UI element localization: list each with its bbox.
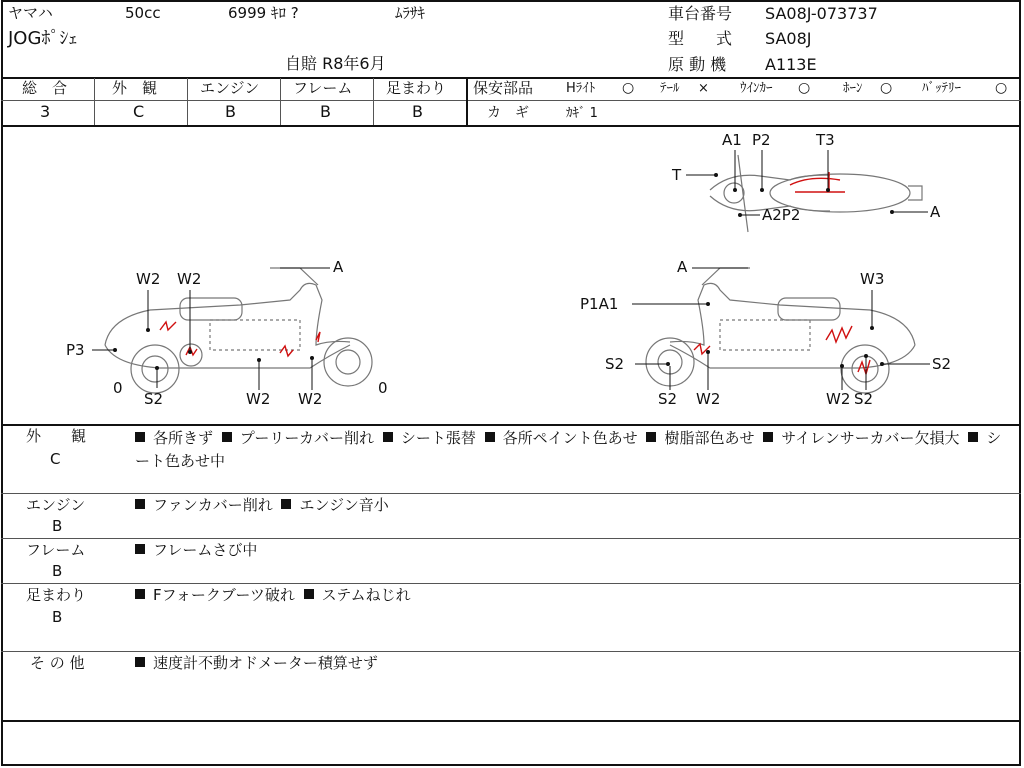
grade-engine: B bbox=[225, 102, 236, 121]
remark-grade-frame: B bbox=[52, 562, 63, 580]
type-label: 型 式 bbox=[668, 29, 733, 48]
remark-label-suspension: 足まわり bbox=[26, 586, 87, 604]
grade-header-total: 総 合 bbox=[22, 79, 68, 97]
remark-grade-suspension: B bbox=[52, 608, 63, 626]
remark-item: シート張替 bbox=[400, 429, 476, 447]
remark-grade-engine: B bbox=[52, 517, 63, 535]
safety-horn-mark: ○ bbox=[880, 80, 893, 96]
remark-items-other bbox=[135, 652, 1015, 675]
label-w2: W2 bbox=[246, 390, 271, 408]
color: ﾑﾗｻｷ bbox=[395, 4, 426, 22]
grade-suspension: B bbox=[412, 102, 423, 121]
remark-item: ステムねじれ bbox=[321, 586, 411, 604]
remark-item: フレームさび中 bbox=[153, 541, 258, 559]
grade-header-suspension: 足まわり bbox=[386, 79, 447, 97]
remark-item: シート色あせ中 bbox=[135, 429, 1002, 470]
safety-battery: ﾊﾞｯﾃﾘｰ bbox=[922, 81, 961, 96]
remark-item: 各所ペイント色あせ bbox=[502, 429, 638, 447]
remark-items-frame bbox=[135, 539, 1015, 562]
key-value: ｶｷﾞ 1 bbox=[566, 106, 598, 121]
label-0: 0 bbox=[378, 379, 388, 397]
remark-items-engine bbox=[135, 494, 1015, 517]
remark-grade-exterior: C bbox=[50, 450, 61, 468]
label-a2p2: A2P2 bbox=[762, 206, 801, 224]
model-name: JOGﾎﾟｼｪ bbox=[8, 28, 78, 49]
label-s2: S2 bbox=[854, 390, 874, 408]
grade-header-frame: フレーム bbox=[293, 79, 353, 97]
label-t: T bbox=[672, 166, 682, 184]
engine-label: 原 動 機 bbox=[668, 55, 727, 74]
safety-headlight: Hﾗｲﾄ bbox=[566, 81, 596, 96]
safety-horn: ﾎｰﾝ bbox=[843, 81, 863, 96]
divider bbox=[1, 720, 1021, 722]
label-s2: S2 bbox=[658, 390, 678, 408]
safety-label: 保安部品 bbox=[473, 79, 534, 97]
grade-header-engine: エンジン bbox=[200, 79, 260, 97]
safety-winker-mark: ○ bbox=[798, 80, 811, 96]
maker: ヤマハ bbox=[8, 4, 53, 22]
label-a1: A1 bbox=[722, 131, 742, 149]
remark-items-exterior bbox=[135, 427, 1015, 473]
engine-value: A113E bbox=[765, 55, 817, 74]
damage-marks bbox=[160, 172, 870, 374]
grade-exterior: C bbox=[133, 102, 145, 121]
insurance: 自賠 R8年6月 bbox=[285, 54, 386, 73]
remark-label-other: そ の 他 bbox=[30, 654, 85, 672]
frame-no-label: 車台番号 bbox=[668, 4, 733, 23]
label-a: A bbox=[677, 258, 688, 276]
mileage: 6999 ｷﾛ ? bbox=[228, 4, 299, 22]
displacement: 50cc bbox=[125, 4, 161, 22]
remark-item: 樹脂部色あせ bbox=[664, 429, 755, 447]
label-p2: P2 bbox=[752, 131, 771, 149]
divider bbox=[1, 424, 1021, 426]
label-w2: W2 bbox=[298, 390, 323, 408]
leader-lines bbox=[92, 150, 930, 390]
remark-item: 速度計不動オドメーター積算せず bbox=[153, 654, 378, 672]
leader-dots bbox=[113, 173, 894, 373]
scooter-top-view bbox=[710, 155, 922, 232]
label-w2: W2 bbox=[136, 270, 161, 288]
remark-item: エンジン音小 bbox=[299, 496, 389, 514]
label-w2: W2 bbox=[696, 390, 721, 408]
label-s2: S2 bbox=[932, 355, 952, 373]
label-w3: W3 bbox=[860, 270, 885, 288]
safety-battery-mark: ○ bbox=[995, 80, 1008, 96]
safety-winker: ｳｲﾝｶｰ bbox=[740, 81, 773, 96]
key-label: カ ギ bbox=[487, 105, 529, 121]
label-a: A bbox=[333, 258, 344, 276]
remark-label-exterior: 外 観 bbox=[26, 427, 87, 445]
label-p3: P3 bbox=[66, 341, 85, 359]
grade-total: 3 bbox=[40, 102, 51, 121]
remark-item: ファンカバー削れ bbox=[153, 496, 273, 514]
label-s2: S2 bbox=[605, 355, 625, 373]
remark-item: 各所きず bbox=[153, 429, 214, 447]
safety-headlight-mark: ○ bbox=[622, 80, 635, 96]
label-p1a1: P1A1 bbox=[580, 295, 619, 313]
remark-label-frame: フレーム bbox=[26, 541, 86, 559]
label-w2: W2 bbox=[177, 270, 202, 288]
label-s2: S2 bbox=[144, 390, 164, 408]
remark-item: サイレンサーカバー欠損大 bbox=[781, 429, 960, 447]
label-w2: W2 bbox=[826, 390, 851, 408]
remark-items-suspension bbox=[135, 584, 1015, 607]
label-t3: T3 bbox=[816, 131, 835, 149]
remark-label-engine: エンジン bbox=[26, 496, 86, 514]
grade-header-exterior: 外 観 bbox=[112, 79, 158, 97]
label-a: A bbox=[930, 203, 941, 221]
frame-no: SA08J-073737 bbox=[765, 4, 878, 23]
safety-tail-mark: × bbox=[698, 81, 709, 96]
label-0: 0 bbox=[113, 379, 123, 397]
remark-item: Fフォークブーツ破れ bbox=[153, 586, 295, 604]
type-value: SA08J bbox=[765, 29, 812, 48]
safety-tail: ﾃｰﾙ bbox=[660, 81, 680, 96]
remark-item: プーリーカバー削れ bbox=[239, 429, 375, 447]
grade-frame: B bbox=[320, 102, 331, 121]
